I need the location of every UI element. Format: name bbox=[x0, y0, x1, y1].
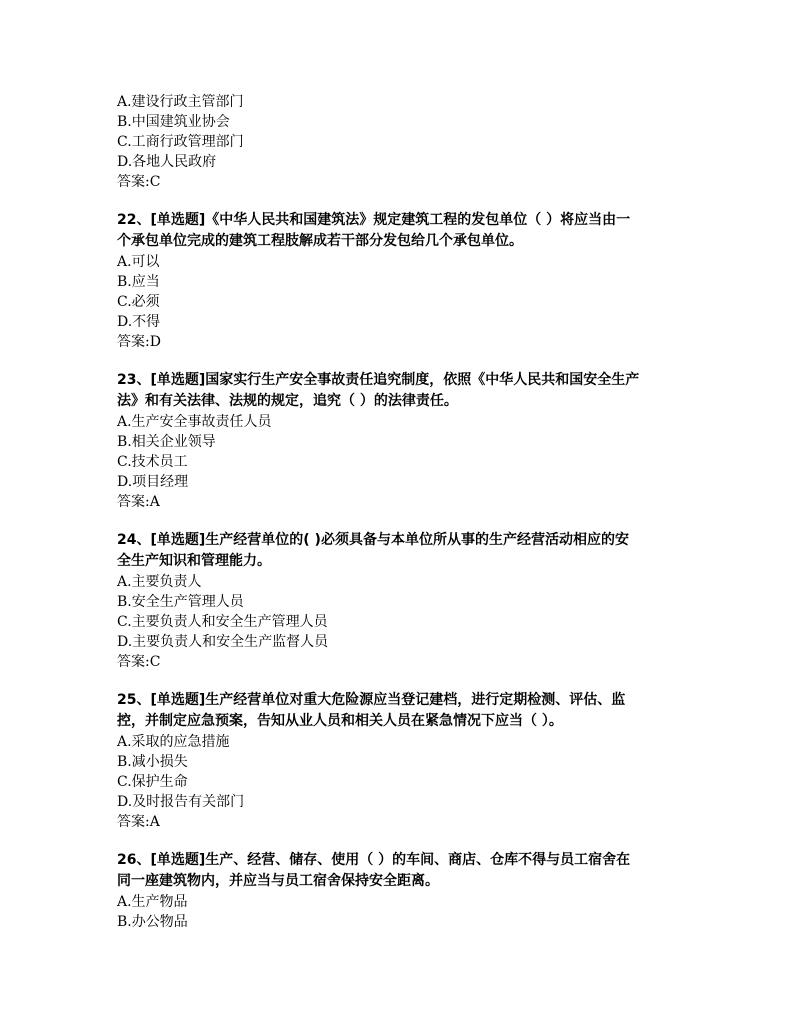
question-22 bbox=[117, 210, 677, 352]
answer: 答案:A bbox=[117, 814, 160, 830]
option-d: D.各地人民政府 bbox=[117, 154, 217, 170]
option-d: D.及时报告有关部门 bbox=[117, 794, 245, 810]
option-a: A.生产安全事故责任人员 bbox=[117, 414, 272, 430]
option-c: C.必须 bbox=[117, 294, 160, 310]
question-21-tail bbox=[117, 92, 677, 192]
option-b: B.相关企业领导 bbox=[117, 434, 216, 450]
option-d: D.不得 bbox=[117, 314, 161, 330]
option-a: A.主要负责人 bbox=[117, 574, 202, 590]
option-a: A.建设行政主管部门 bbox=[117, 94, 244, 110]
question-text-line: 26、[单选题]生产、经营、储存、使用（ ）的车间、商店、仓库不得与员工宿舍在 bbox=[117, 852, 631, 868]
answer: 答案:D bbox=[117, 334, 161, 350]
question-text-line: 25、[单选题]生产经营单位对重大危险源应当登记建档，进行定期检测、评估、监 bbox=[117, 692, 626, 708]
question-text-line: 个承包单位完成的建筑工程肢解成若干部分发包给几个承包单位。 bbox=[117, 233, 523, 249]
option-a: A.可以 bbox=[117, 254, 160, 270]
option-c: C.主要负责人和安全生产管理人员 bbox=[117, 614, 328, 630]
question-26 bbox=[117, 850, 677, 932]
option-b: B.应当 bbox=[117, 274, 160, 290]
question-text-line: 24、[单选题]生产经营单位的( )必须具备与本单位所从事的生产经营活动相应的安 bbox=[117, 532, 629, 548]
question-text-line: 法》和有关法律、法规的规定，追究（ ）的法律责任。 bbox=[117, 393, 458, 409]
option-c: C.工商行政管理部门 bbox=[117, 134, 244, 150]
option-b: B.减小损失 bbox=[117, 754, 188, 770]
option-b: B.办公物品 bbox=[117, 914, 188, 930]
document-page bbox=[117, 92, 677, 932]
question-25 bbox=[117, 690, 677, 832]
question-24 bbox=[117, 530, 677, 672]
option-b: B.安全生产管理人员 bbox=[117, 594, 244, 610]
option-d: D.主要负责人和安全生产监督人员 bbox=[117, 634, 329, 650]
answer: 答案:A bbox=[117, 494, 160, 510]
question-23 bbox=[117, 370, 677, 512]
answer: 答案:C bbox=[117, 174, 161, 190]
option-c: C.保护生命 bbox=[117, 774, 188, 790]
option-b: B.中国建筑业协会 bbox=[117, 114, 230, 130]
option-d: D.项目经理 bbox=[117, 474, 189, 490]
option-a: A.采取的应急措施 bbox=[117, 734, 230, 750]
question-text-line: 23、[单选题]国家实行生产安全事故责任追究制度，依照《中华人民共和国安全生产 bbox=[117, 372, 640, 388]
question-text-line: 同一座建筑物内，并应当与员工宿舍保持安全距离。 bbox=[117, 873, 439, 889]
option-a: A.生产物品 bbox=[117, 894, 188, 910]
question-text-line: 全生产知识和管理能力。 bbox=[117, 553, 271, 569]
question-text-line: 控，并制定应急预案，告知从业人员和相关人员在紧急情况下应当（ ）。 bbox=[117, 713, 563, 729]
question-text-line: 22、[单选题]《中华人民共和国建筑法》规定建筑工程的发包单位（ ）将应当由一 bbox=[117, 212, 631, 228]
option-c: C.技术员工 bbox=[117, 454, 188, 470]
answer: 答案:C bbox=[117, 654, 161, 670]
